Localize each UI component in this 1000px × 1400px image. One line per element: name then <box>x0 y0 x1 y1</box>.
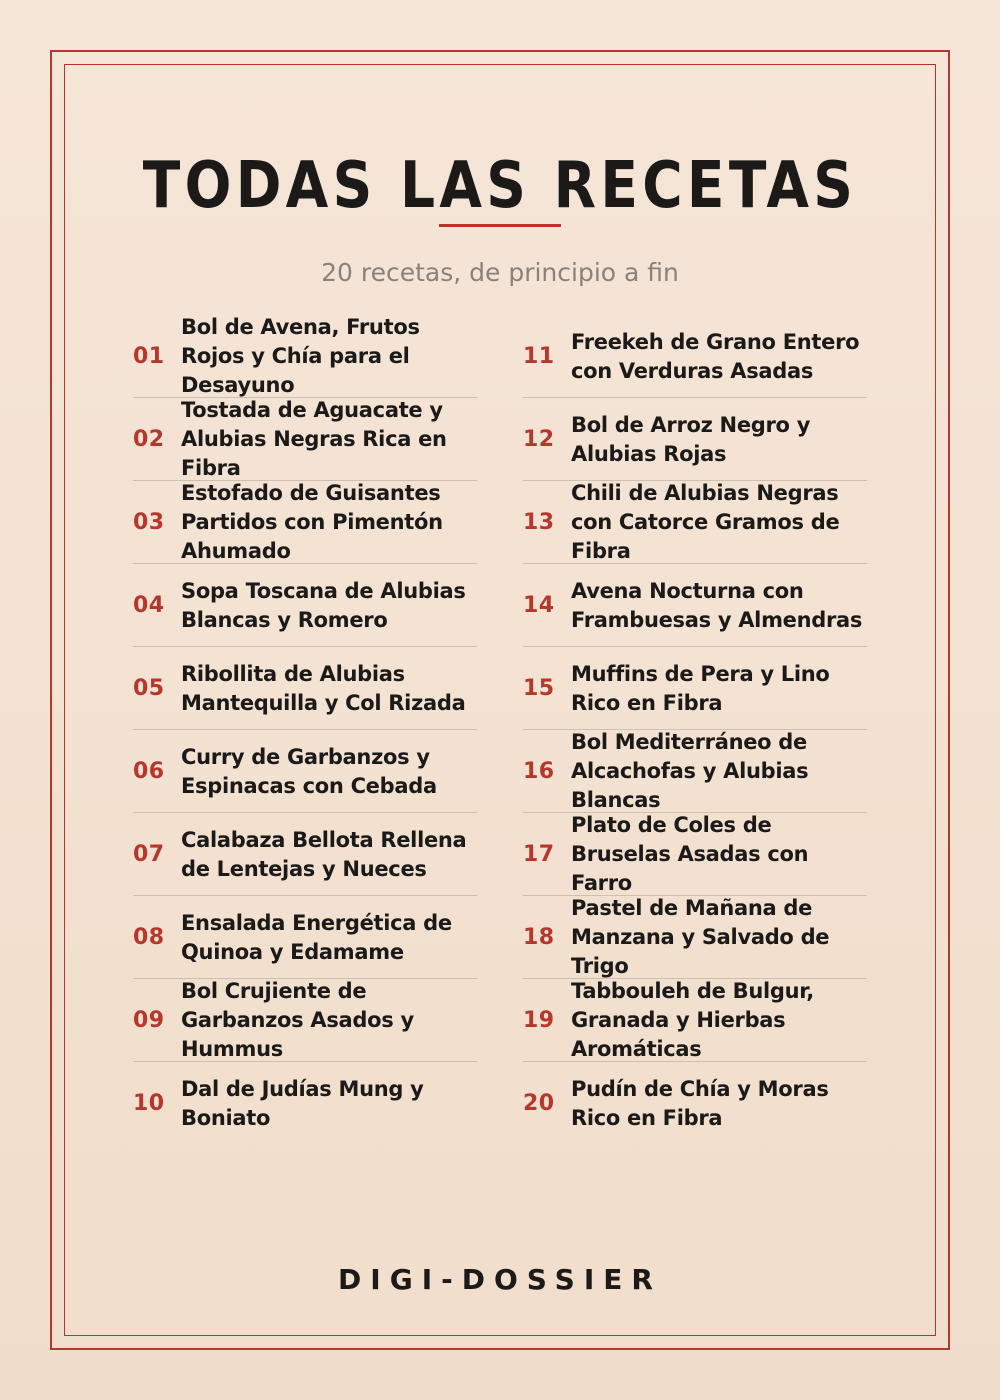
recipe-item[interactable] <box>523 481 867 564</box>
recipe-number: 14 <box>523 593 555 618</box>
recipe-item[interactable] <box>523 813 867 896</box>
recipe-name: Calabaza Bellota Rellena de Lentejas y Nueces <box>181 827 467 881</box>
recipe-item[interactable] <box>133 564 477 647</box>
recipe-item[interactable] <box>133 896 477 979</box>
recipe-number: 05 <box>133 676 165 701</box>
recipe-name: Plato de Coles de Bruselas Asadas con Farro <box>571 813 809 895</box>
recipe-item[interactable] <box>133 647 477 730</box>
recipe-name: Pastel de Mañana de Manzana y Salvado de Trigo <box>571 896 830 978</box>
title-underline <box>439 224 561 227</box>
recipe-number: 06 <box>133 759 165 784</box>
recipe-name: Muffins de Pera y Lino Rico en Fibra <box>571 661 830 715</box>
recipe-name: Chili de Alubias Negras con Catorce Gramos de Fibra <box>571 481 840 563</box>
recipe-item[interactable] <box>523 315 867 398</box>
recipe-name: Tostada de Aguacate y Alubias Negras Rica en Fibra <box>181 398 447 480</box>
page-subtitle: 20 recetas, de principio a fin <box>321 258 679 287</box>
recipe-number: 08 <box>133 925 165 950</box>
recipe-name: Sopa Toscana de Alubias Blancas y Romero <box>181 578 466 632</box>
recipe-number: 03 <box>133 510 165 535</box>
recipe-name: Bol Mediterráneo de Alcachofas y Alubias Blancas <box>571 730 809 812</box>
recipe-name: Freekeh de Grano Entero con Verduras Asadas <box>571 329 860 383</box>
recipe-item[interactable] <box>523 647 867 730</box>
recipe-name: Avena Nocturna con Frambuesas y Almendras <box>571 578 863 632</box>
recipe-name: Bol Crujiente de Garbanzos Asados y Hummus <box>181 979 414 1061</box>
recipe-name: Ribollita de Alubias Mantequilla y Col Rizada <box>181 661 466 715</box>
recipe-number: 15 <box>523 676 555 701</box>
recipe-number: 01 <box>133 344 165 369</box>
recipe-item[interactable] <box>523 564 867 647</box>
recipe-name: Bol de Arroz Negro y Alubias Rojas <box>571 412 811 466</box>
recipe-item[interactable] <box>523 896 867 979</box>
recipe-number: 16 <box>523 759 555 784</box>
recipe-name: Ensalada Energética de Quinoa y Edamame <box>181 910 452 964</box>
recipe-item[interactable] <box>133 979 477 1062</box>
recipe-number: 07 <box>133 842 165 867</box>
recipe-item[interactable] <box>133 1062 477 1145</box>
recipe-number: 12 <box>523 427 555 452</box>
recipe-number: 04 <box>133 593 165 618</box>
recipe-item[interactable] <box>133 315 477 398</box>
recipe-name: Curry de Garbanzos y Espinacas con Cebada <box>181 744 437 798</box>
recipe-item[interactable] <box>523 398 867 481</box>
recipe-name: Tabbouleh de Bulgur, Granada y Hierbas Aromáticas <box>571 979 814 1061</box>
recipe-item[interactable] <box>133 813 477 896</box>
recipe-name: Pudín de Chía y Moras Rico en Fibra <box>571 1076 829 1130</box>
brand-footer: DIGI-DOSSIER <box>338 1263 662 1296</box>
page-title: TODAS LAS RECETAS <box>142 149 858 223</box>
recipe-name: Estofado de Guisantes Partidos con Pimentón Ahumado <box>181 481 443 563</box>
recipe-number: 20 <box>523 1091 555 1116</box>
recipe-item[interactable] <box>133 730 477 813</box>
recipe-list-left <box>133 315 477 1145</box>
recipe-name: Dal de Judías Mung y Boniato <box>181 1076 424 1130</box>
recipe-item[interactable] <box>133 398 477 481</box>
recipe-number: 11 <box>523 344 555 369</box>
recipe-number: 13 <box>523 510 555 535</box>
recipe-item[interactable] <box>523 730 867 813</box>
recipe-number: 19 <box>523 1008 555 1033</box>
recipe-name: Bol de Avena, Frutos Rojos y Chía para el Desayuno <box>181 315 420 397</box>
recipe-item[interactable] <box>523 1062 867 1145</box>
recipe-item[interactable] <box>133 481 477 564</box>
recipe-list-right <box>523 315 867 1145</box>
recipe-number: 02 <box>133 427 165 452</box>
recipe-number: 10 <box>133 1091 165 1116</box>
recipe-item[interactable] <box>523 979 867 1062</box>
recipe-number: 09 <box>133 1008 165 1033</box>
recipe-number: 18 <box>523 925 555 950</box>
recipe-number: 17 <box>523 842 555 867</box>
